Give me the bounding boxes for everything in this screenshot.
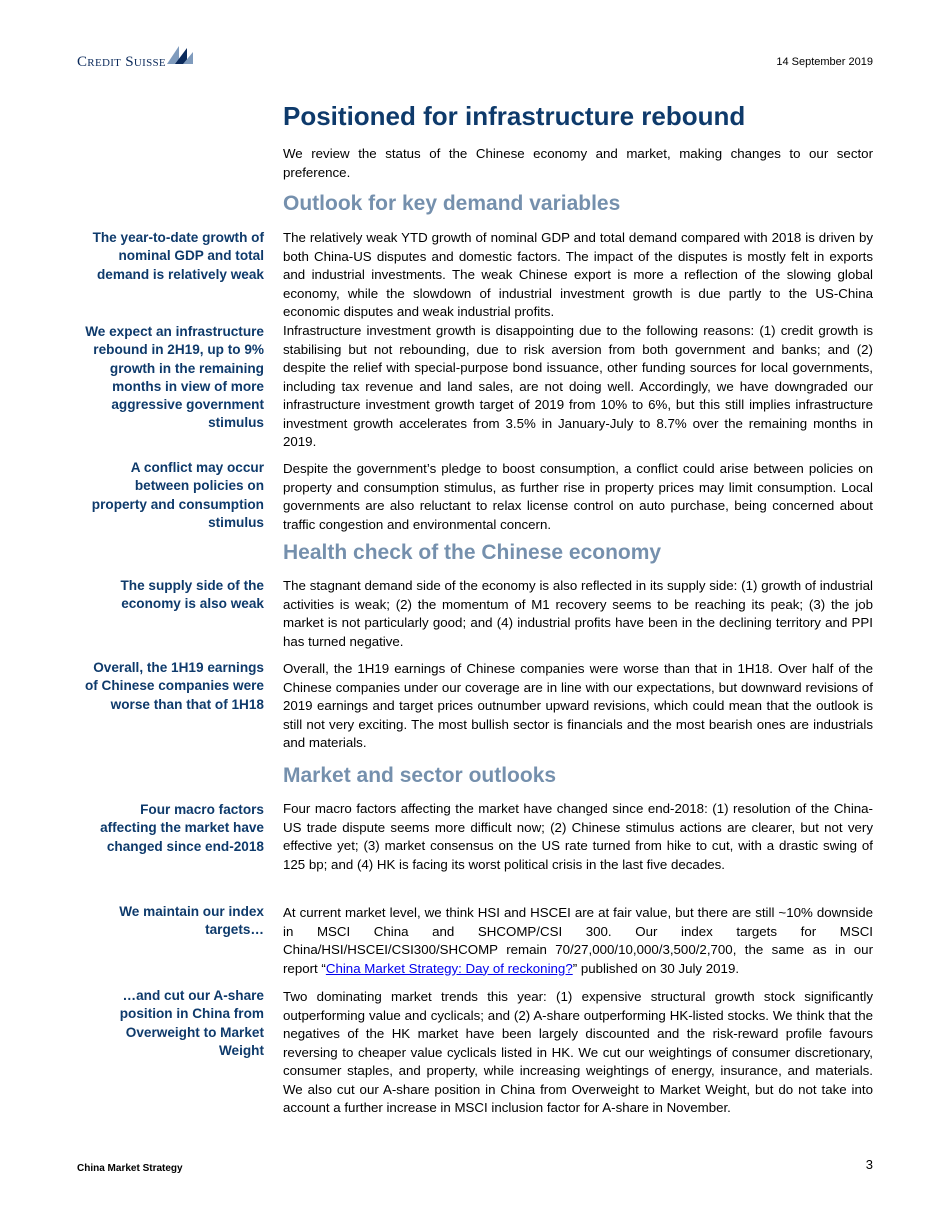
sidenote: We expect an infrastructure rebound in 2H19, up to 9% growth in the remaining months in view of more aggressive government stimulus [85,324,264,431]
body-paragraph: The relatively weak YTD growth of nominal GDP and total demand compared with 2018 is driven by both China-US disputes and domestic factors. The impact of the disputes is mostly felt in exports and industrial investments. The weak Chinese export is more a reflection of the slowing global economy, while the slowdown of industrial investment growth is due partly to the US-China economic disputes and weak industrial profits. [283,230,873,319]
sidenote: Four macro factors affecting the market have changed since end-2018 [100,802,264,854]
body-paragraph [283,904,873,978]
footer-report-name: China Market Strategy [77,1163,183,1174]
sidenote: The year-to-date growth of nominal GDP and total demand is relatively weak [92,230,264,282]
sails-icon [165,44,195,66]
body-paragraph: Overall, the 1H19 earnings of Chinese companies were worse than that in 1H18. Over half of the Chinese companies under our coverage are in line with our expectations, but downward revisions of 2019 earnings and target prices outnumber upward revisions, which could mean that the outlook is still not very exciting. The most bullish sector is financials and the most bearish ones are industrials and materials. [283,661,873,750]
logo-text: Credit Suisse [77,54,166,70]
sidenote: The supply side of the economy is also weak [120,578,264,612]
body-paragraph: Despite the government’s pledge to boost consumption, a conflict could arise between policies on property and consumption stimulus, as further rise in property prices may limit consumption. Local governments are also reluctant to relax license control on auto purchase, being concerned about traffic congestion and environmental concern. [283,461,873,532]
section-heading-health: Health check of the Chinese economy [283,541,662,564]
section-heading-outlook: Outlook for key demand variables [283,192,621,215]
body-text: At current market level, we think HSI and HSCEI are at fair value, but there are still ~10% downside in MSCI China and SHCOMP/CSI 300. Our index targets for MSCI China/HSI/HSCEI/CSI300/SHCOMP remain 70/27,000/10,000/3,500/2,700, the same as in our report “ [283,905,873,976]
sidenote: We maintain our index targets… [119,904,264,938]
report-link[interactable]: China Market Strategy: Day of reckoning? [325,960,573,976]
page-title: Positioned for infrastructure rebound [283,101,746,131]
body-paragraph: Infrastructure investment growth is disappointing due to the following reasons: (1) credit growth is stabilising but not rebounding, due to risk aversion from both government and banks; and (2) despite the relief with special-purpose bond issuance, other funding sources for local governments, including tax revenue and land sales, are not doing well. Accordingly, we have downgraded our infrastructure investment growth target of 2019 from 10% to 6%, but this still implies infrastructure investment growth accelerates from 3.5% in January-July to 8.7% over the remaining months in 2019. [283,323,873,449]
report-date: 14 September 2019 [776,56,873,68]
intro-paragraph: We review the status of the Chinese economy and market, making changes to our sector preference. [283,146,873,180]
page-number: 3 [865,1157,873,1172]
body-paragraph: Two dominating market trends this year: (1) expensive structural growth stock significantly outperforming value and cyclicals; and (2) A-share outperforming HK-listed stocks. We think that the negatives of the HK market have been largely discounted and the risk-reward profile favours reversing to cheaper value cyclicals listed in HK. We cut our weightings of consumer discretionary, consumer staples, and property, while increasing weightings of energy, insurance, and materials. We also cut our A-share position in China from Overweight to Market Weight, but do not take into account a further increase in MSCI inclusion factor for A-share in November. [283,989,873,1115]
section-heading-market: Market and sector outlooks [283,764,557,787]
sidenote: Overall, the 1H19 earnings of Chinese companies were worse than that of 1H18 [84,660,264,712]
body-text: ” published on 30 July 2019. [572,960,740,976]
body-paragraph: The stagnant demand side of the economy is also reflected in its supply side: (1) growth of industrial activities is weak; (2) the momentum of M1 recovery seems to be reaching its peak; (3) the job market is not particularly good; and (4) industrial profits have been in the declining territory and PPI has turned negative. [283,578,873,649]
sidenote: A conflict may occur between policies on property and consumption stimulus [91,460,264,530]
sidenote: …and cut our A-share position in China from Overweight to Market Weight [119,988,264,1058]
body-paragraph: Four macro factors affecting the market have changed since end-2018: (1) resolution of the China-US trade dispute seems more difficult now; (2) Chinese stimulus actions are clearer, but not very effective yet; (3) market consensus on the US rate turned from hike to cut, with a drastic swing of 125 bp; and (4) HK is facing its worst political crisis in the last five decades. [283,801,873,872]
